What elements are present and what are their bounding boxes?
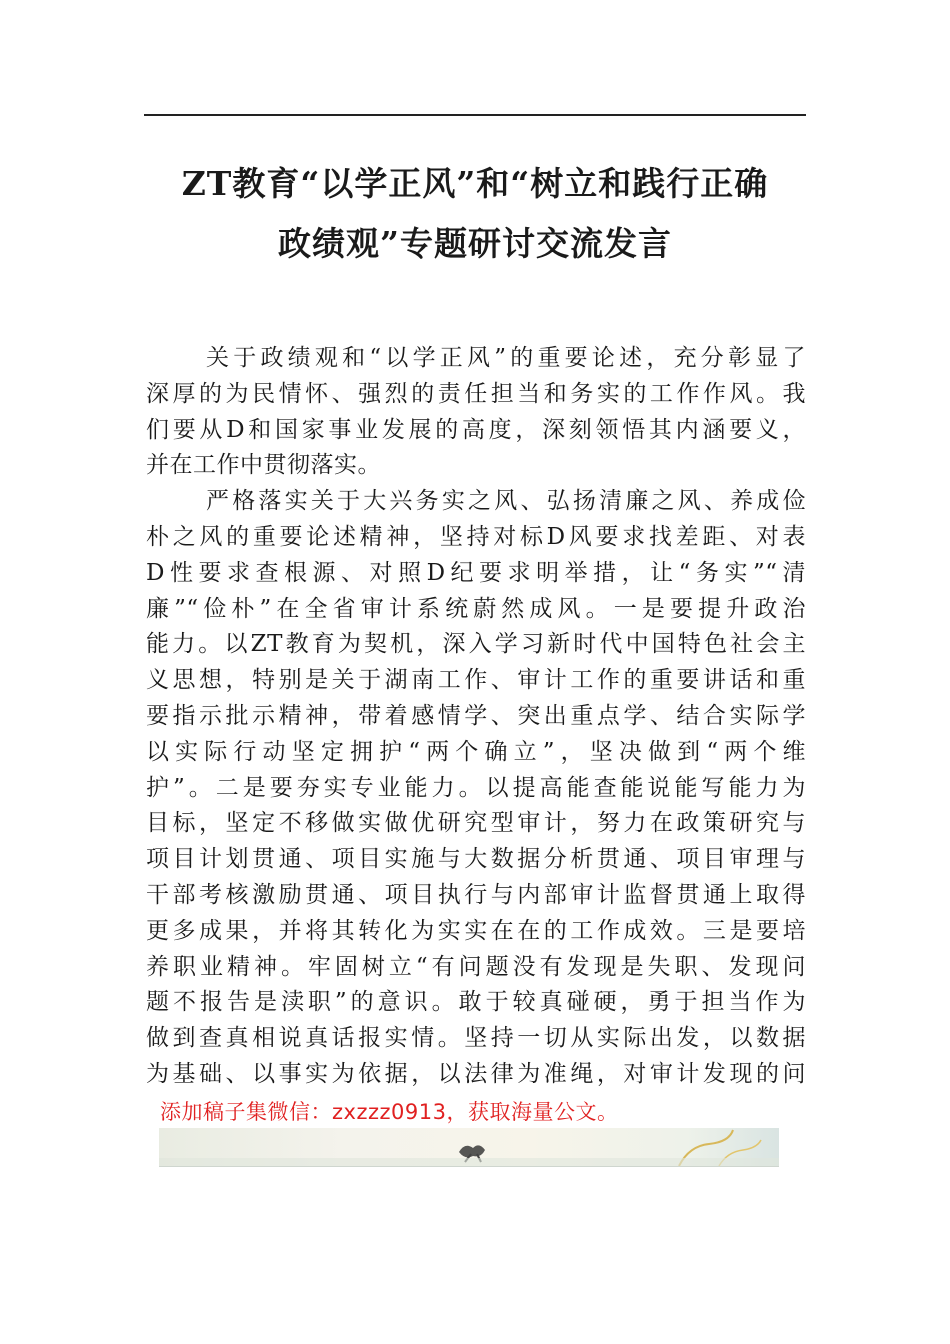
text-line: D性要求查根源、对照D纪要求明举措，让“务实”“清 bbox=[146, 559, 806, 586]
text-line: 能力。以ZT教育为契机，深入学习新时代中国特色社会主 bbox=[146, 631, 806, 658]
text-line: 养职业精神。牢固树立“有问题没有发现是失职、发现问 bbox=[146, 953, 806, 980]
text-line: 朴之风的重要论述精神，坚持对标D风要求找差距、对表 bbox=[146, 523, 806, 550]
text-line: 以实际行动坚定拥护“两个确立”，坚决做到“两个维 bbox=[146, 738, 806, 765]
text-line: 们要从D和国家事业发展的高度，深刻领悟其内涵要义， bbox=[146, 416, 806, 443]
text-line: 更多成果，并将其转化为实实在在的工作成效。三是要培 bbox=[146, 917, 806, 944]
text-line: 严格落实关于大兴务实之风、弘扬清廉之风、养成俭 bbox=[206, 488, 806, 515]
title-line-1: ZT教育“以学正风”和“树立和践行正确 bbox=[181, 164, 769, 203]
decorative-banner-image bbox=[159, 1128, 779, 1167]
text-line: 廉”“俭朴”在全省审计系统蔚然成风。一是要提升政治 bbox=[146, 595, 806, 622]
landscape-sketch-icon bbox=[159, 1128, 779, 1166]
text-line: 为基础、以事实为依据，以法律为准绳，对审计发现的问 bbox=[146, 1060, 806, 1087]
text-line: 要指示批示精神，带着感情学、突出重点学、结合实际学 bbox=[146, 702, 806, 729]
text-line: 目标，坚定不移做实做优研究型审计，努力在政策研究与 bbox=[146, 810, 806, 837]
text-line: 题不报告是渎职”的意识。敢于较真碰硬，勇于担当作为 bbox=[146, 989, 806, 1016]
document-title bbox=[130, 154, 820, 274]
text-line: 深厚的为民情怀、强烈的责任担当和务实的工作作风。我 bbox=[146, 380, 806, 407]
text-line: 护”。二是要夯实专业能力。以提高能查能说能写能力为 bbox=[146, 774, 806, 801]
text-line: 干部考核激励贯通、项目执行与内部审计监督贯通上取得 bbox=[146, 881, 806, 908]
header-rule bbox=[144, 114, 806, 116]
text-line: 项目计划贯通、项目实施与大数据分析贯通、项目审理与 bbox=[146, 846, 806, 873]
paragraph-2 bbox=[146, 484, 806, 1093]
text-line: 并在工作中贯彻落实。 bbox=[146, 452, 381, 479]
text-line: 关于政绩观和“以学正风”的重要论述，充分彰显了 bbox=[206, 345, 806, 371]
text-line: 义思想，特别是关于湖南工作、审计工作的重要讲话和重 bbox=[146, 667, 806, 694]
text-line: 做到查真相说真话报实情。坚持一切从实际出发，以数据 bbox=[146, 1025, 806, 1052]
paragraph-1 bbox=[146, 341, 806, 484]
title-line-2: 政绩观”专题研讨交流发言 bbox=[278, 224, 672, 263]
document-body bbox=[146, 341, 806, 1093]
promo-text: 添加稿子集微信：zxzzz0913，获取海量公文。 bbox=[160, 1100, 619, 1124]
